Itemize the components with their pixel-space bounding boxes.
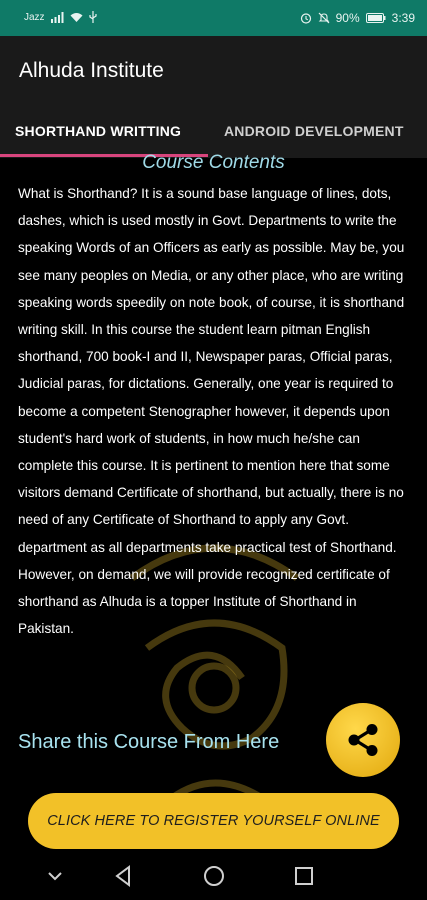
- share-button[interactable]: [326, 703, 400, 777]
- status-right: [300, 11, 415, 25]
- wifi-icon: [70, 12, 83, 23]
- carrier-label: Jazz: [24, 11, 45, 23]
- share-icon: [343, 720, 383, 760]
- course-description: What is Shorthand? It is a sound base language of lines, dots, dashes, which is used mostly in Govt. Departments to write the speaking Words of an Officers as early as possible. May be, you see many peoples on Media, or any other place, who are writing speaking words speedily on note book, of course, it is shorthand writing skill. In this course the student learn pitman English shorthand, 700 book-I and II, Newspaper paras, Official paras, Judicial paras, for dictations. Generally, one year is required to become a competent Stenographer however, it depends upon student's hard work of students, in how much he/she can complete this course. It is pertinent to mention here that some visitors demand Certificate of shorthand, but actually, there is no need of any Certificate of Shorthand to apply any Govt. department as all departments take practical test of Shorthand. However, on demand, we will provide recognized certificate of shorthand as Alhuda is a topper Institute of Shorthand in Pakistan.: [18, 186, 405, 637]
- battery-icon: [366, 13, 386, 23]
- course-heading: Course Contents: [142, 152, 285, 173]
- hide-keyboard-icon[interactable]: [45, 862, 65, 890]
- register-button[interactable]: CLICK HERE TO REGISTER YOURSELF ONLINE: [28, 793, 399, 849]
- mute-icon: [318, 12, 330, 24]
- back-icon[interactable]: [113, 862, 133, 890]
- status-bar: [0, 0, 427, 36]
- navigation-bar: [0, 852, 427, 900]
- home-icon[interactable]: [202, 862, 226, 890]
- share-label: Share this Course From Here: [18, 731, 280, 753]
- tab-shorthand-writting[interactable]: SHORTHAND WRITTING: [15, 123, 182, 139]
- usb-icon: [89, 11, 97, 23]
- alarm-icon: [300, 12, 312, 24]
- clock: 3:39: [391, 11, 415, 25]
- app-title: Alhuda Institute: [19, 59, 164, 82]
- tab-android-development[interactable]: ANDROID DEVELOPMENT: [224, 123, 404, 139]
- signal-icon: [51, 12, 64, 23]
- battery-percent: 90%: [335, 11, 360, 25]
- app-bar: [0, 36, 427, 106]
- recents-icon[interactable]: [294, 862, 314, 890]
- status-left: [24, 11, 97, 23]
